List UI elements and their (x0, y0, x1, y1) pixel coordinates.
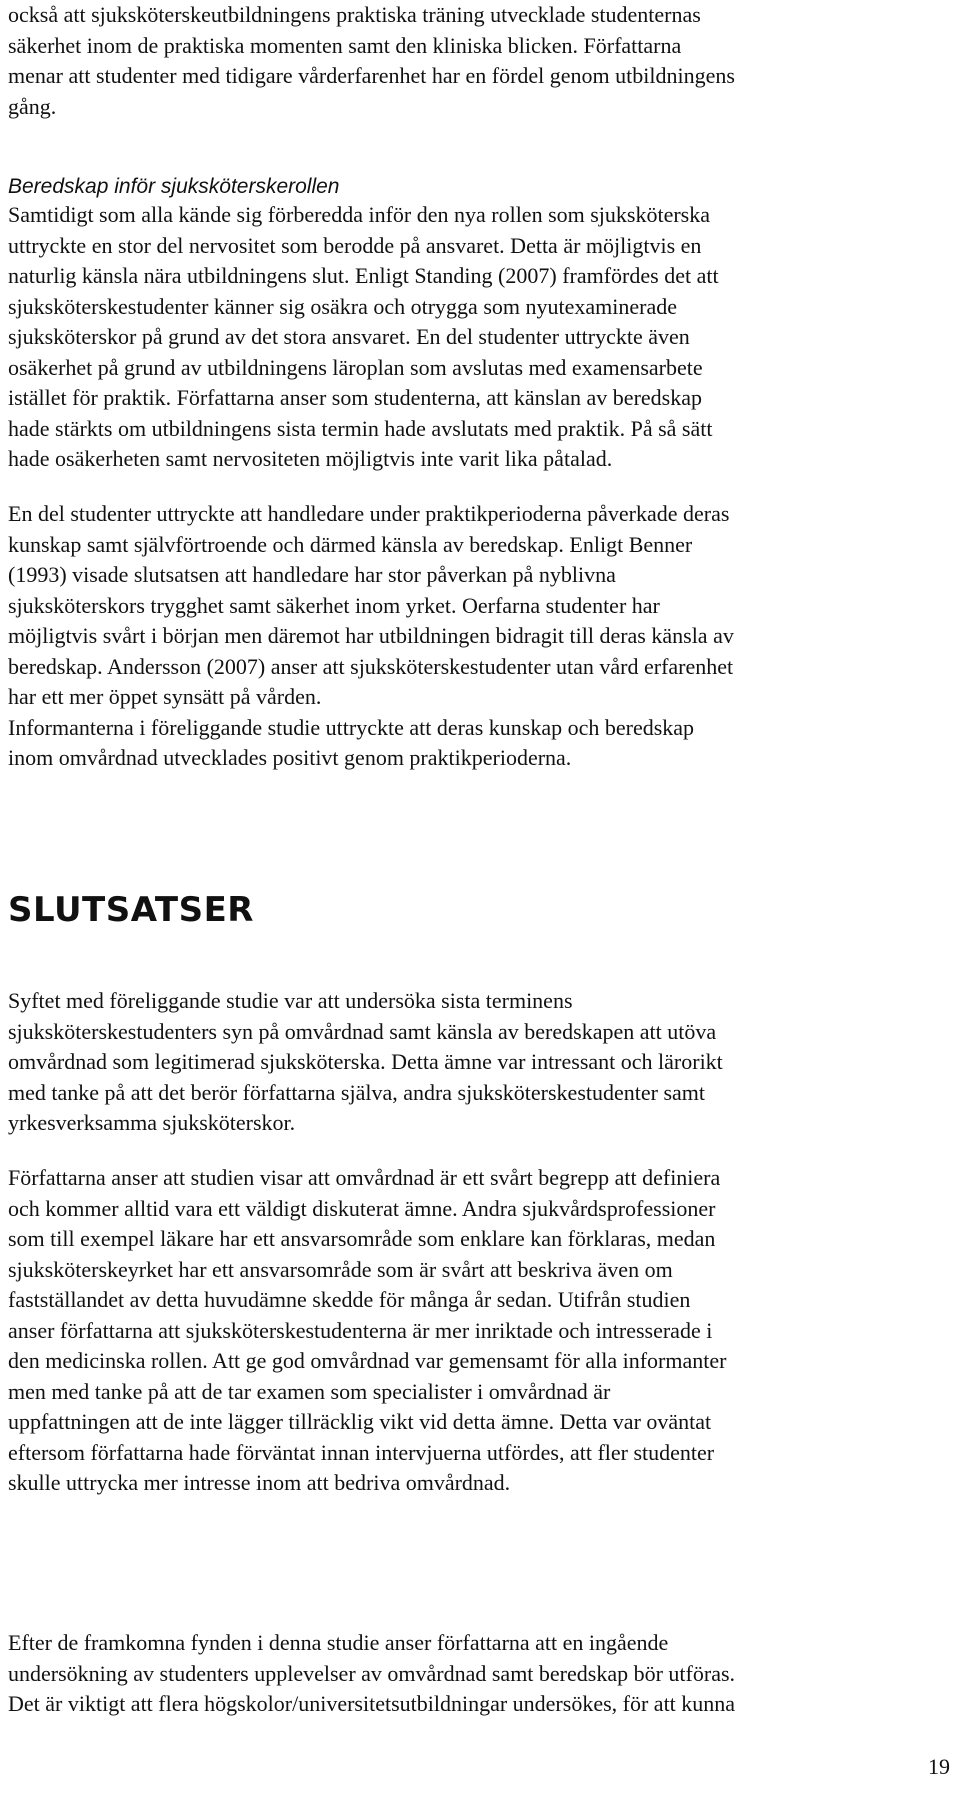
text-line: kunskap samt självförtroende och därmed känsla av beredskap. Enligt Benner (8, 531, 693, 557)
text-line: och kommer alltid vara ett väldigt diskuterat ämne. Andra sjukvårdsprofessioner (8, 1195, 716, 1221)
document-page (8, 0, 952, 1795)
paragraph-handledare (8, 499, 734, 774)
text-line: anser författarna att sjuksköterskestudenterna är mer inriktade och intresserade i (8, 1317, 713, 1343)
text-line: menar att studenter med tidigare vårderfarenhet har en fördel genom utbildningens (8, 63, 735, 88)
text-line: säkerhet inom de praktiska momenten samt den kliniska blicken. Författarna (8, 32, 682, 58)
text-line: osäkerhet på grund av utbildningens läroplan som avslutas med examensarbete (8, 354, 703, 380)
subheading-beredskap (8, 172, 340, 202)
text-line: undersökning av studenters upplevelser av omvårdnad samt beredskap bör utföras. (8, 1660, 736, 1686)
paragraph-intro (8, 0, 735, 122)
text-line: inom omvårdnad utvecklades positivt genom praktikperioderna. (8, 745, 572, 770)
text-line: uppfattningen att de inte lägger tillräcklig vikt vid detta ämne. Detta var oväntat (8, 1409, 712, 1434)
text-line: Samtidigt som alla kände sig förberedda inför den nya rollen som sjuksköterska (8, 202, 711, 227)
text-line: Författarna anser att studien visar att omvårdnad är ett svårt begrepp att definiera (8, 1165, 721, 1190)
text-line: uttryckte en stor del nervositet som berodde på ansvaret. Detta är möjligtvis en (8, 232, 702, 258)
text-line: omvårdnad som legitimerad sjuksköterska. Detta ämne var intressant och lärorikt (8, 1049, 723, 1074)
text-line: (1993) visade slutsatsen att handledare har stor påverkan på nyblivna (8, 562, 616, 587)
text-line: sjuksköterskor på grund av det stora ansvaret. En del studenter uttryckte även (8, 324, 690, 349)
text-line: har ett mer öppet synsätt på vården. (8, 684, 322, 709)
text-line: med tanke på att det berör författarna själva, andra sjuksköterskestudenter samt (8, 1079, 706, 1105)
text-line: fastställandet av detta huvudämne skedde för många år sedan. Utifrån studien (8, 1287, 691, 1312)
text-line: men med tanke på att de tar examen som specialister i omvårdnad är (8, 1378, 611, 1404)
paragraph-text (8, 0, 735, 122)
text-line: sjuksköterskeyrket har ett ansvarsområde som är svårt att beskriva även om (8, 1256, 673, 1282)
subheading-text: Beredskap inför sjuksköterskerollen (8, 175, 340, 198)
page-number: 19 (928, 1754, 950, 1779)
text-line: Informanterna i föreliggande studie uttryckte att deras kunskap och beredskap (8, 714, 695, 740)
heading-slutsatser: SLUTSATSER (8, 890, 254, 930)
text-line: gång. (8, 93, 57, 119)
paragraph-syfte (8, 986, 723, 1139)
text-line: En del studenter uttryckte att handledare under praktikperioderna påverkade deras (8, 501, 730, 526)
text-line: hade osäkerheten samt nervositeten möjligtvis inte varit lika påtalad. (8, 446, 613, 471)
paragraph-text (8, 200, 719, 475)
text-line: eftersom författarna hade förväntat innan intervjuerna utfördes, att fler studenter (8, 1439, 715, 1465)
text-line: sjuksköterskestudenters syn på omvårdnad samt känsla av beredskapen att utöva (8, 1018, 717, 1044)
paragraph-text (8, 1163, 726, 1499)
text-line: Det är viktigt att flera högskolor/universitetsutbildningar undersökes, för att kunna (8, 1691, 736, 1716)
paragraph-beredskap (8, 200, 719, 475)
section-heading (8, 890, 254, 930)
text-line: yrkesverksamma sjuksköterskor. (8, 1110, 296, 1135)
text-line: istället för praktik. Författarna anser som studenterna, att känslan av beredskap (8, 385, 702, 410)
text-line: naturlig känsla nära utbildningens slut. Enligt Standing (2007) framfördes det att (8, 263, 719, 288)
text-line: Syftet med föreliggande studie var att undersöka sista terminens (8, 988, 573, 1013)
text-line: sjuksköterskestudenter känner sig osäkra och otrygga som nyutexaminerade (8, 293, 677, 319)
text-line: skulle uttrycka mer intresse inom att bedriva omvårdnad. (8, 1470, 511, 1495)
paragraph-text (8, 1628, 735, 1720)
paragraph-text (8, 499, 734, 774)
text-line: möjligtvis svårt i början men däremot har utbildningen bidragit till deras känsla av (8, 623, 734, 648)
text-line: den medicinska rollen. Att ge god omvårdnad var gemensamt för alla informanter (8, 1348, 727, 1373)
text-line: sjuksköterskors trygghet samt säkerhet inom yrket. Oerfarna studenter har (8, 592, 660, 618)
text-line: som till exempel läkare har ett ansvarsområde som enklare kan förklaras, medan (8, 1226, 716, 1251)
paragraph-omvardnad (8, 1163, 726, 1499)
paragraph-efter (8, 1628, 735, 1720)
paragraph-text (8, 986, 723, 1139)
text-line: hade stärkts om utbildningens sista termin hade avslutats med praktik. På så sätt (8, 415, 713, 441)
text-line: beredskap. Andersson (2007) anser att sjuksköterskestudenter utan vård erfarenhet (8, 653, 734, 679)
text-line: Efter de framkomna fynden i denna studie anser författarna att en ingående (8, 1630, 669, 1655)
text-line: också att sjuksköterskeutbildningens praktiska träning utvecklade studenternas (8, 2, 701, 27)
